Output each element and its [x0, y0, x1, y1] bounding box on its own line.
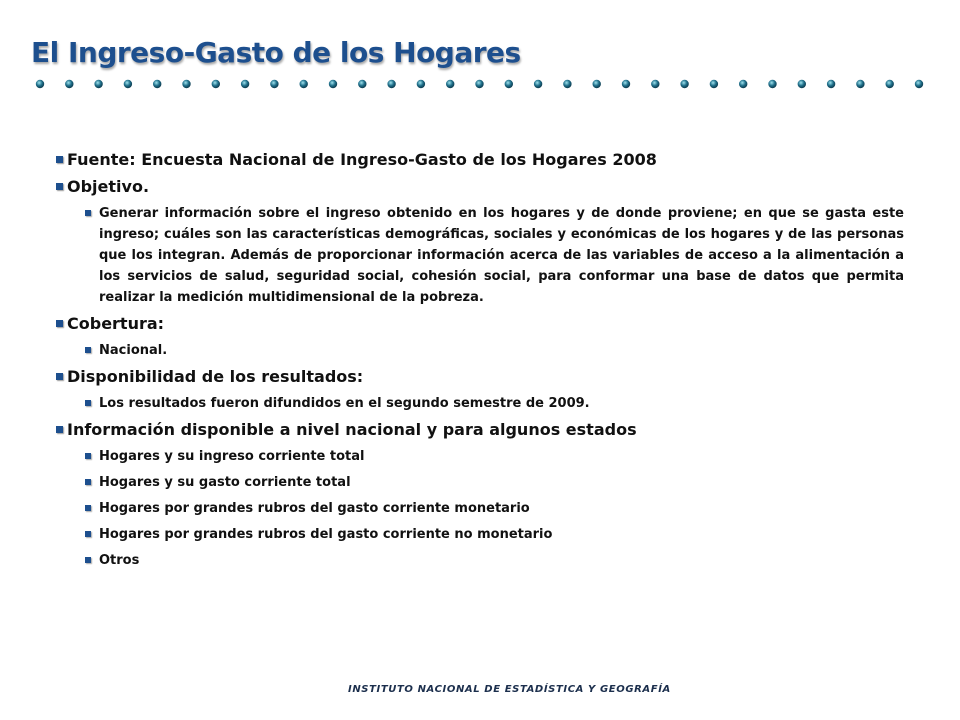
bullet-informacion	[56, 419, 904, 441]
bullet-informacion-text: Información disponible a nivel nacional y para algunos estados	[67, 420, 637, 439]
sub-bullet-disponibilidad-text: Los resultados fueron difundidos en el segundo semestre de 2009.	[99, 396, 590, 411]
divider-dot	[651, 80, 659, 88]
slide-title: El Ingreso-Gasto de los Hogares	[31, 36, 521, 69]
sub-bullet-otros	[85, 550, 904, 571]
bullet-cobertura	[56, 313, 904, 335]
divider-dot	[417, 80, 425, 88]
square-bullet-icon	[56, 373, 63, 380]
square-bullet-icon	[56, 156, 63, 163]
bullet-fuente	[56, 149, 904, 171]
divider-dot	[768, 80, 776, 88]
dotted-divider	[28, 74, 938, 94]
sub-bullet-disponibilidad	[85, 393, 904, 414]
divider-dot	[739, 80, 747, 88]
divider-dot	[65, 80, 73, 88]
slide-body	[56, 149, 904, 576]
sub-bullet-no-monetario	[85, 524, 904, 545]
square-bullet-icon	[85, 400, 91, 406]
divider-dot	[563, 80, 571, 88]
divider-dot	[593, 80, 601, 88]
divider-dot	[475, 80, 483, 88]
divider-dot	[212, 80, 220, 88]
divider-dot	[358, 80, 366, 88]
divider-dot	[94, 80, 102, 88]
sub-bullet-objetivo-desc-text: Generar información sobre el ingreso obtenido en los hogares y de donde proviene; en que se gasta este ingreso; cuáles son las características demográficas, sociales y económicas de los hogares y de las personas que los integran. Además de proporcionar información acerca de las variables de acceso a la alimentación a los servicios de salud, seguridad social, cohesión social, para conformar una base de datos que permita realizar la medición multidimensional de la pobreza.	[99, 206, 904, 305]
square-bullet-icon	[85, 347, 91, 353]
sub-bullet-no-monetario-text: Hogares por grandes rubros del gasto corriente no monetario	[99, 527, 553, 542]
bullet-cobertura-text: Cobertura:	[67, 314, 165, 333]
footer-institution: INSTITUTO NACIONAL DE ESTADÍSTICA Y GEOGRAFÍA	[348, 684, 671, 695]
sub-bullet-gasto	[85, 472, 904, 493]
square-bullet-icon	[85, 479, 91, 485]
divider-dot	[827, 80, 835, 88]
divider-dot	[710, 80, 718, 88]
square-bullet-icon	[56, 183, 63, 190]
divider-dot	[505, 80, 513, 88]
square-bullet-icon	[85, 505, 91, 511]
divider-dot	[387, 80, 395, 88]
square-bullet-icon	[85, 210, 91, 216]
square-bullet-icon	[85, 531, 91, 537]
sub-bullet-monetario	[85, 498, 904, 519]
square-bullet-icon	[56, 320, 63, 327]
bullet-fuente-text: Fuente: Encuesta Nacional de Ingreso-Gasto de los Hogares 2008	[67, 150, 657, 169]
divider-dot	[329, 80, 337, 88]
sub-bullet-gasto-text: Hogares y su gasto corriente total	[99, 475, 351, 490]
divider-dot	[300, 80, 308, 88]
divider-dot	[182, 80, 190, 88]
square-bullet-icon	[85, 453, 91, 459]
sub-bullet-objetivo-desc	[85, 203, 904, 308]
divider-dot	[534, 80, 542, 88]
divider-dot	[446, 80, 454, 88]
divider-dot	[622, 80, 630, 88]
bullet-objetivo	[56, 176, 904, 198]
sub-bullet-cobertura-text: Nacional.	[99, 343, 168, 358]
divider-dot	[124, 80, 132, 88]
bullet-objetivo-text: Objetivo.	[67, 177, 150, 196]
divider-dot	[915, 80, 923, 88]
bullet-disponibilidad	[56, 366, 904, 388]
divider-dot	[270, 80, 278, 88]
divider-dot	[886, 80, 894, 88]
sub-bullet-otros-text: Otros	[99, 553, 140, 568]
sub-bullet-ingreso	[85, 446, 904, 467]
square-bullet-icon	[56, 426, 63, 433]
square-bullet-icon	[85, 557, 91, 563]
sub-bullet-cobertura	[85, 340, 904, 361]
divider-dot	[856, 80, 864, 88]
bullet-disponibilidad-text: Disponibilidad de los resultados:	[67, 367, 364, 386]
divider-dot	[36, 80, 44, 88]
divider-dot	[798, 80, 806, 88]
sub-bullet-monetario-text: Hogares por grandes rubros del gasto corriente monetario	[99, 501, 530, 516]
divider-dot	[680, 80, 688, 88]
sub-bullet-ingreso-text: Hogares y su ingreso corriente total	[99, 449, 365, 464]
divider-dot	[241, 80, 249, 88]
divider-dot	[153, 80, 161, 88]
